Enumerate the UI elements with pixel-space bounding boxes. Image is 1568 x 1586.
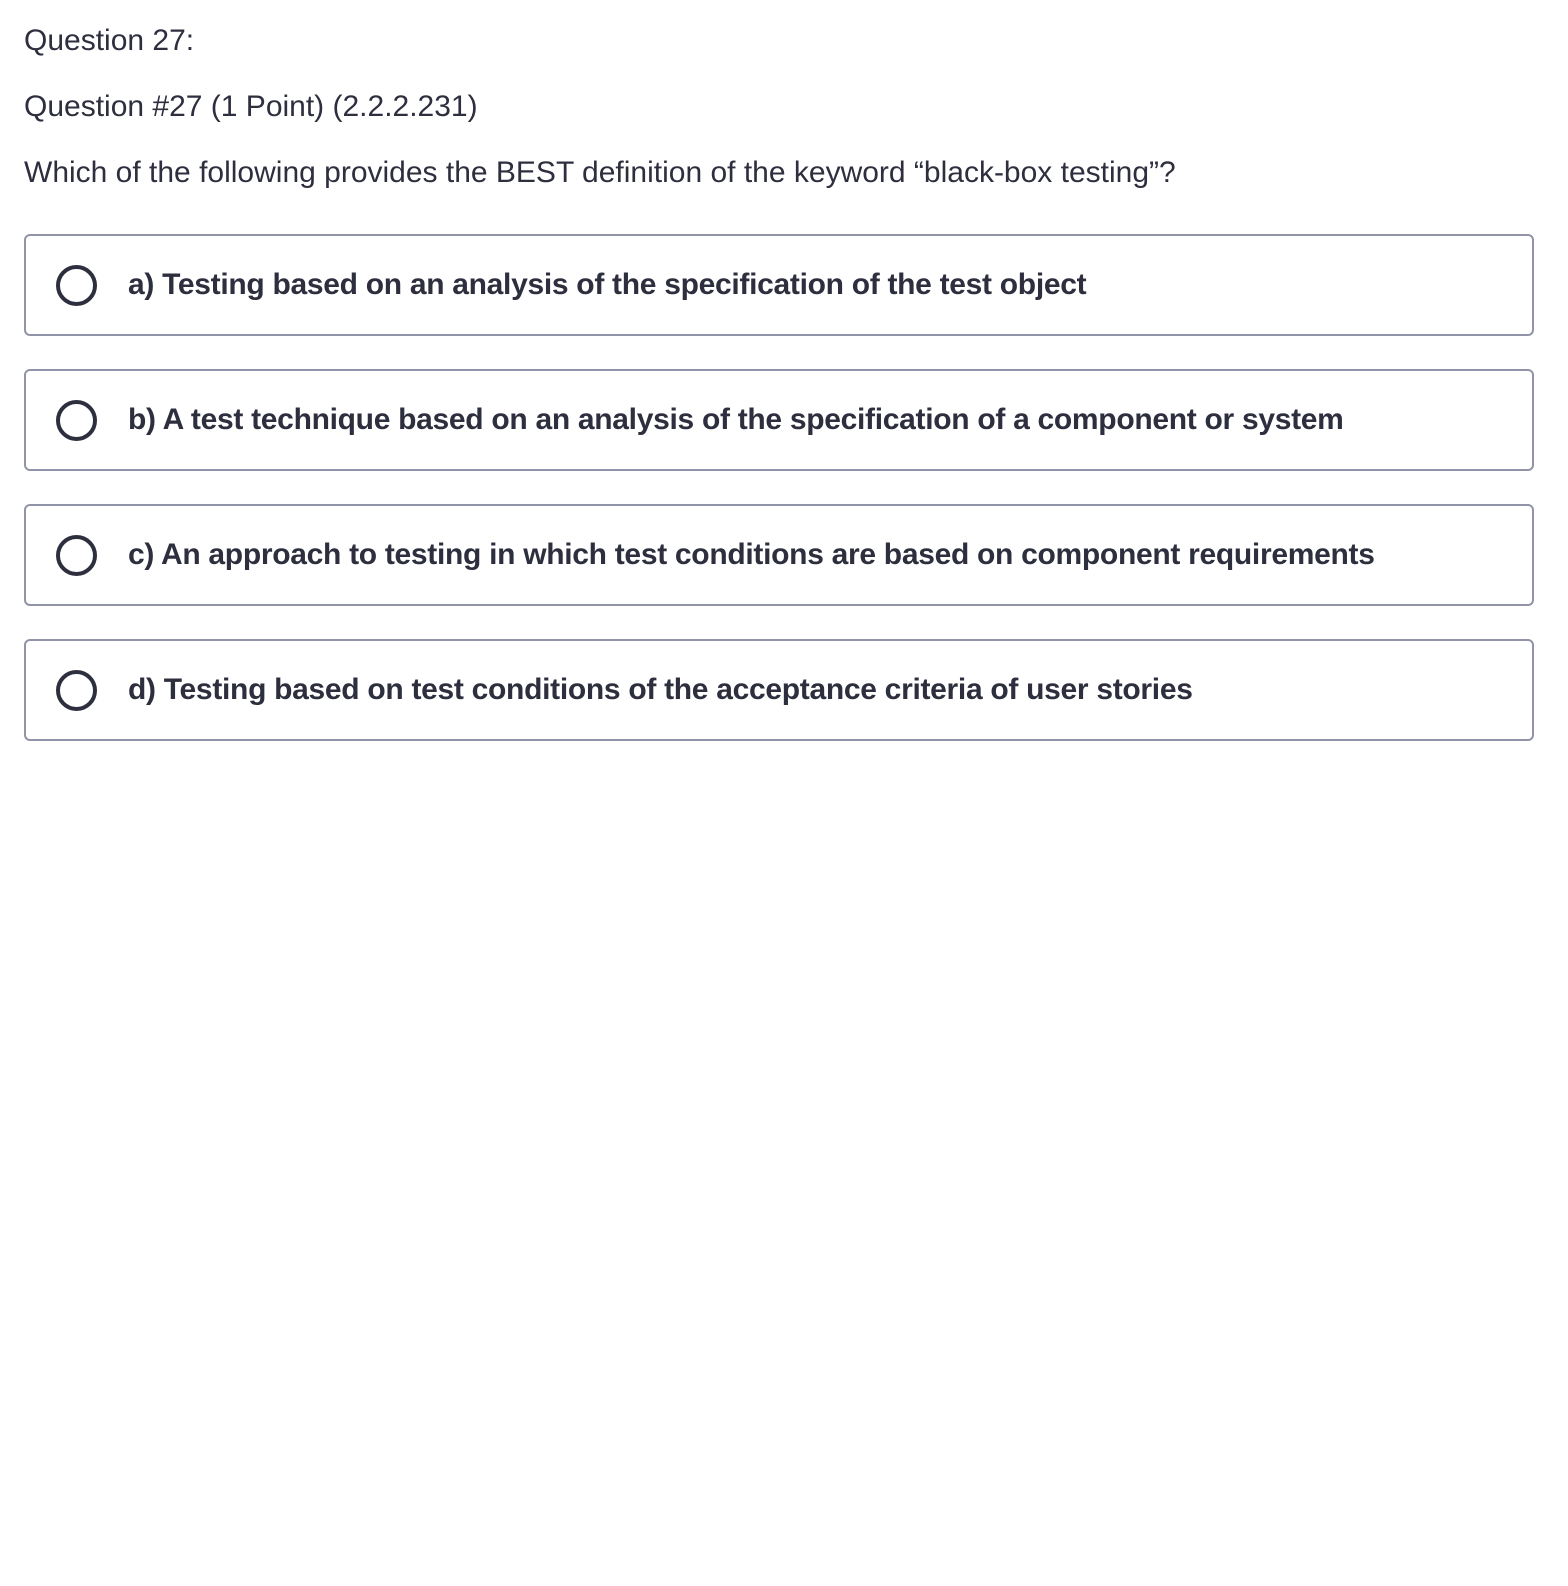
answer-option-c[interactable] (24, 504, 1534, 606)
radio-unchecked-icon[interactable] (56, 670, 97, 711)
question-title: Question #27 (1 Point) (2.2.2.231) (24, 90, 478, 123)
answer-option-d[interactable] (24, 639, 1534, 741)
answer-option-label: b) A test technique based on an analysis of the specification of a component or system (128, 403, 1344, 436)
answer-option-label: a) Testing based on an analysis of the specification of the test object (128, 268, 1087, 301)
answer-option-label: c) An approach to testing in which test conditions are based on component requirements (128, 538, 1375, 571)
answer-option-label: d) Testing based on test conditions of the acceptance criteria of user stories (128, 673, 1193, 706)
radio-unchecked-icon[interactable] (56, 265, 97, 306)
answer-option-b[interactable] (24, 369, 1534, 471)
answer-options (24, 234, 1534, 774)
radio-unchecked-icon[interactable] (56, 535, 97, 576)
question-text: Which of the following provides the BEST definition of the keyword “black-box testing”? (24, 156, 1176, 189)
radio-unchecked-icon[interactable] (56, 400, 97, 441)
question-number-label: Question 27: (24, 24, 195, 57)
answer-option-a[interactable] (24, 234, 1534, 336)
